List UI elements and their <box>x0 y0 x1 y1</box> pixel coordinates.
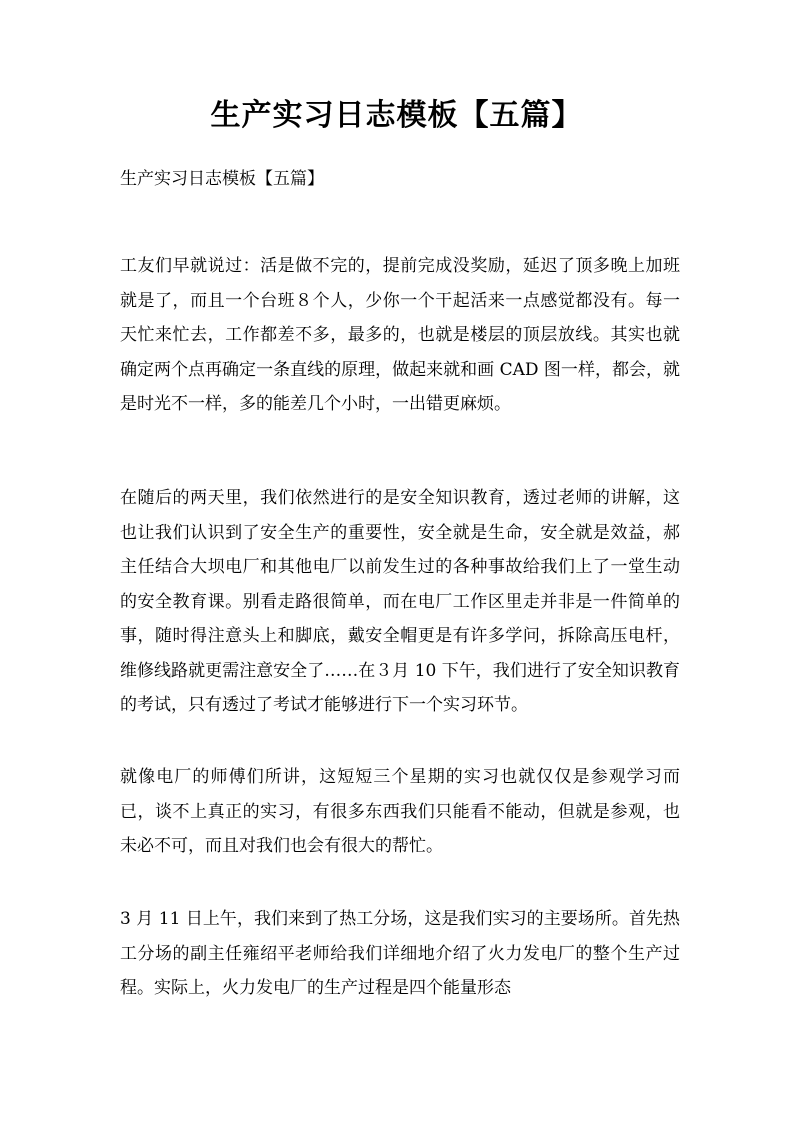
paragraph: 在随后的两天里，我们依然进行的是安全知识教育，透过老师的讲解，这也让我们认识到了安全生产的重要性，安全就是生命，安全就是效益，郝主任结合大坝电厂和其他电厂以前发生过的各种事故给我们上了一堂生动的安全教育课。别看走路很简单，而在电厂工作区里走并非是一件简单的事，随时得注意头上和脚底，戴安全帽更是有许多学问，拆除高压电杆，维修线路就更需注意安全了……在３月 10 下午，我们进行了安全知识教育的考试，只有透过了考试才能够进行下一个实习环节。 <box>120 488 680 715</box>
paragraph: 工友们早就说过：活是做不完的，提前完成没奖励，延迟了顶多晚上加班就是了，而且一个台班８个人，少你一个干起活来一点感觉都没有。每一天忙来忙去，工作都差不多，最多的，也就是楼层的顶层放线。其实也就确定两个点再确定一条直线的原理，做起来就和画 CAD 图一样，都会，就是时光不一样，多的能差几个小时，一出错更麻烦。 <box>120 256 680 414</box>
document-title: 生产实习日志模板【五篇】 <box>210 98 583 133</box>
paragraph: 就像电厂的师傅们所讲，这短短三个星期的实习也就仅仅是参观学习而已，谈不上真正的实习，有很多东西我们只能看不能动，但就是参观，也未必不可，而且对我们也会有很大的帮忙。 <box>120 767 680 856</box>
paragraph: 3 月 11 日上午，我们来到了热工分场，这是我们实习的主要场所。首先热工分场的副主任雍绍平老师给我们详细地介绍了火力发电厂的整个生产过程。实际上，火力发电厂的生产过程是四个能量形态 <box>120 909 680 998</box>
document-subtitle: 生产实习日志模板【五篇】 <box>120 169 324 189</box>
